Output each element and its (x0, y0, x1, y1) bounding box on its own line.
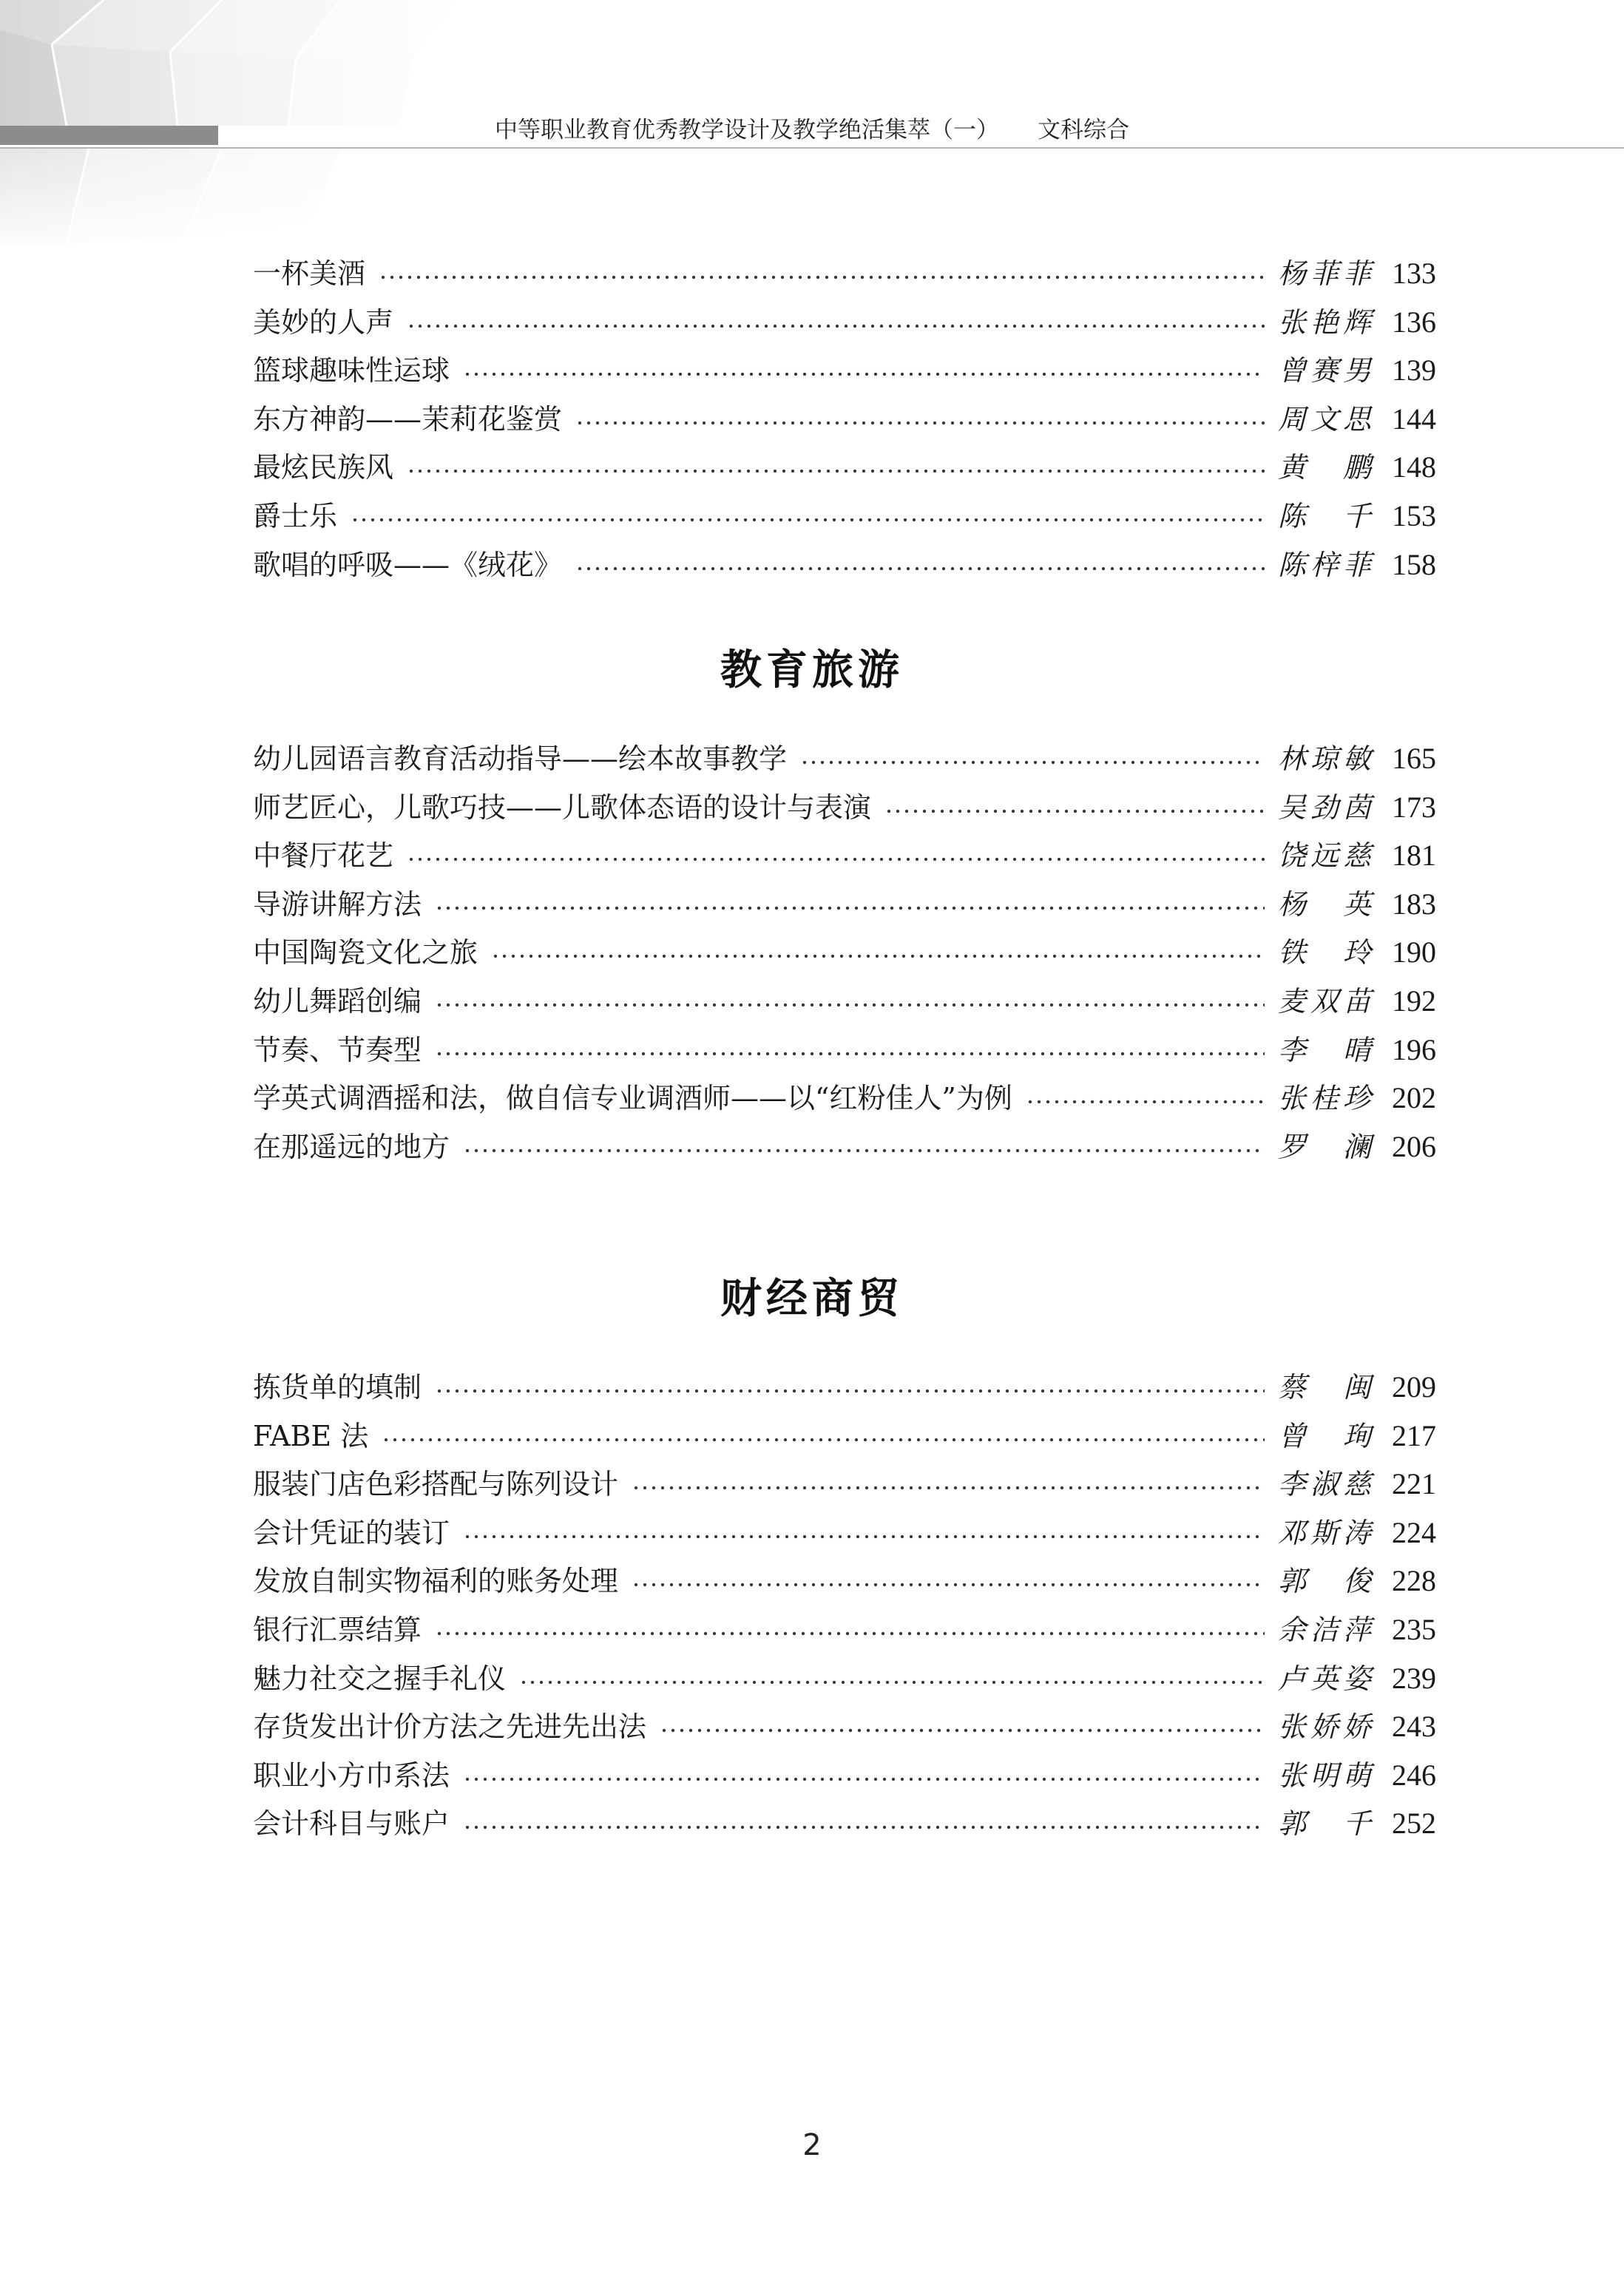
entry-author: 吴劲茵 (1278, 791, 1371, 824)
entry-title: 东方神韵——茉莉花鉴赏 (253, 403, 563, 436)
dot-leader (435, 1052, 1265, 1056)
toc-entry[interactable] (253, 831, 1436, 880)
entry-page-number: 224 (1392, 1516, 1436, 1549)
entry-page-number: 183 (1392, 887, 1436, 921)
entry-page-number: 252 (1392, 1807, 1436, 1840)
entry-title: 服装门店色彩搭配与陈列设计 (253, 1468, 619, 1500)
entry-title: FABE 法 (253, 1420, 369, 1452)
entry-page-number: 196 (1392, 1033, 1436, 1066)
dot-leader (575, 421, 1265, 425)
entry-title: 节奏、节奏型 (253, 1034, 422, 1066)
entry-page-number: 153 (1392, 499, 1436, 532)
toc-entry[interactable] (253, 1557, 1436, 1605)
entry-author: 蔡 闽 (1278, 1371, 1371, 1404)
entry-page-number: 209 (1392, 1370, 1436, 1404)
entry-page-number: 221 (1392, 1467, 1436, 1500)
entry-author: 周文思 (1278, 403, 1371, 436)
toc-entry[interactable] (253, 1123, 1436, 1171)
page-number: 2 (802, 2128, 822, 2162)
entry-title: 会计凭证的装订 (253, 1517, 450, 1549)
dot-leader (519, 1680, 1265, 1685)
toc-entry[interactable] (253, 880, 1436, 929)
toc-entry[interactable] (253, 1509, 1436, 1557)
dot-leader (435, 906, 1265, 910)
entry-page-number: 228 (1392, 1564, 1436, 1597)
dot-leader (884, 809, 1265, 813)
entry-page-number: 239 (1392, 1662, 1436, 1695)
entry-title: 银行汇票结算 (253, 1614, 422, 1646)
entry-title: 职业小方巾系法 (253, 1759, 450, 1792)
entry-title: 歌唱的呼吸——《绒花》 (253, 549, 563, 581)
entry-author: 邓斯涛 (1278, 1517, 1371, 1549)
running-header (0, 111, 1624, 144)
toc-entry[interactable] (253, 1074, 1436, 1123)
dot-leader (575, 566, 1265, 571)
entry-page-number: 144 (1392, 402, 1436, 436)
toc-entry[interactable] (253, 249, 1436, 298)
toc-entry[interactable] (253, 783, 1436, 832)
entry-page-number: 243 (1392, 1710, 1436, 1743)
entry-author: 李淑慈 (1278, 1468, 1371, 1500)
dot-leader (632, 1486, 1265, 1490)
dot-leader (382, 1438, 1265, 1442)
toc-entry[interactable] (253, 734, 1436, 783)
entry-author: 郭 俊 (1278, 1565, 1371, 1597)
section-heading: 财经商贸 (720, 1275, 904, 1323)
entry-author: 杨菲菲 (1278, 257, 1371, 290)
dot-leader (463, 1534, 1265, 1539)
toc-entry[interactable] (253, 1412, 1436, 1461)
toc-entry[interactable] (253, 395, 1436, 444)
entry-author: 铁 玲 (1278, 936, 1371, 969)
book-title: 中等职业教育优秀教学设计及教学绝活集萃（一） (495, 117, 999, 143)
entry-page-number: 190 (1392, 935, 1436, 969)
entry-author: 陈 千 (1278, 500, 1371, 532)
entry-author: 罗 澜 (1278, 1131, 1371, 1163)
toc-entry[interactable] (253, 1460, 1436, 1509)
dot-leader (463, 1777, 1265, 1781)
entry-author: 黄 鹏 (1278, 451, 1371, 484)
entry-title: 幼儿园语言教育活动指导——绘本故事教学 (253, 742, 788, 775)
toc-entry[interactable] (253, 346, 1436, 395)
dot-leader (435, 1003, 1265, 1007)
entry-page-number: 148 (1392, 450, 1436, 484)
entry-title: 学英式调酒摇和法，做自信专业调酒师——以“红粉佳人”为例 (253, 1082, 1012, 1114)
dot-leader (379, 275, 1265, 280)
entry-author: 张明萌 (1278, 1759, 1371, 1792)
entry-page-number: 173 (1392, 791, 1436, 824)
toc-entry[interactable] (253, 443, 1436, 492)
entry-page-number: 133 (1392, 257, 1436, 290)
dot-leader (407, 469, 1265, 473)
entry-title: 会计科目与账户 (253, 1807, 450, 1840)
dot-leader (632, 1583, 1265, 1587)
entry-page-number: 139 (1392, 353, 1436, 387)
entry-page-number: 165 (1392, 742, 1436, 775)
entry-page-number: 158 (1392, 548, 1436, 581)
dot-leader (491, 954, 1265, 958)
header-rule (0, 147, 1624, 149)
toc-entry[interactable] (253, 1026, 1436, 1074)
entry-title: 中国陶瓷文化之旅 (253, 936, 478, 969)
dot-leader (435, 1631, 1265, 1636)
entry-title: 在那遥远的地方 (253, 1131, 450, 1163)
toc-entry[interactable] (253, 1605, 1436, 1654)
entry-author: 曾赛男 (1278, 354, 1371, 387)
dot-leader (463, 1148, 1265, 1153)
toc-entry[interactable] (253, 1363, 1436, 1412)
entry-page-number: 206 (1392, 1130, 1436, 1163)
toc-entry[interactable] (253, 977, 1436, 1026)
entry-page-number: 235 (1392, 1613, 1436, 1646)
entry-author: 林琼敏 (1278, 742, 1371, 775)
entry-title: 师艺匠心，儿歌巧技——儿歌体态语的设计与表演 (253, 791, 872, 824)
entry-title: 拣货单的填制 (253, 1371, 422, 1404)
entry-author: 张娇娇 (1278, 1710, 1371, 1743)
entry-title: 美妙的人声 (253, 306, 394, 339)
entry-title: 中餐厅花艺 (253, 839, 394, 872)
dot-leader (1026, 1100, 1265, 1104)
dot-leader (463, 1825, 1265, 1830)
toc-entry[interactable] (253, 492, 1436, 541)
section-heading: 教育旅游 (720, 646, 904, 694)
toc-entry[interactable] (253, 541, 1436, 589)
entry-author: 饶远慈 (1278, 839, 1371, 872)
entry-author: 郭 千 (1278, 1807, 1371, 1840)
dot-leader (351, 518, 1265, 522)
entry-page-number: 181 (1392, 839, 1436, 872)
dot-leader (660, 1728, 1265, 1733)
subject-label: 文科综合 (1038, 117, 1129, 143)
toc-entry[interactable] (253, 1751, 1436, 1800)
entry-title: 导游讲解方法 (253, 888, 422, 921)
entry-title: 幼儿舞蹈创编 (253, 985, 422, 1018)
entry-title: 存货发出计价方法之先进先出法 (253, 1710, 647, 1743)
toc-entry[interactable] (253, 1654, 1436, 1703)
dot-leader (800, 760, 1265, 765)
entry-page-number: 202 (1392, 1081, 1436, 1114)
entry-page-number: 246 (1392, 1759, 1436, 1792)
entry-author: 杨 英 (1278, 888, 1371, 921)
entry-title: 爵士乐 (253, 500, 338, 532)
entry-title: 最炫民族风 (253, 451, 394, 484)
toc-entry[interactable] (253, 928, 1436, 977)
entry-title: 发放自制实物福利的账务处理 (253, 1565, 619, 1597)
entry-page-number: 136 (1392, 305, 1436, 339)
dot-leader (435, 1389, 1265, 1393)
entry-author: 张桂珍 (1278, 1082, 1371, 1114)
dot-leader (407, 857, 1265, 862)
dot-leader (407, 324, 1265, 328)
entry-title: 篮球趣味性运球 (253, 354, 450, 387)
entry-author: 余洁萍 (1278, 1614, 1371, 1646)
entry-author: 卢英姿 (1278, 1662, 1371, 1695)
entry-author: 麦双苗 (1278, 985, 1371, 1018)
entry-title: 一杯美酒 (253, 257, 366, 290)
entry-author: 李 晴 (1278, 1034, 1371, 1066)
toc-entry[interactable] (253, 1702, 1436, 1751)
entry-author: 陈梓菲 (1278, 549, 1371, 581)
dot-leader (463, 372, 1265, 376)
toc-entry[interactable] (253, 1799, 1436, 1848)
entry-author: 张艳辉 (1278, 306, 1371, 339)
entry-page-number: 217 (1392, 1419, 1436, 1452)
entry-title: 魅力社交之握手礼仪 (253, 1662, 507, 1695)
entry-author: 曾 珣 (1278, 1420, 1371, 1452)
entry-page-number: 192 (1392, 984, 1436, 1018)
toc-entry[interactable] (253, 298, 1436, 347)
